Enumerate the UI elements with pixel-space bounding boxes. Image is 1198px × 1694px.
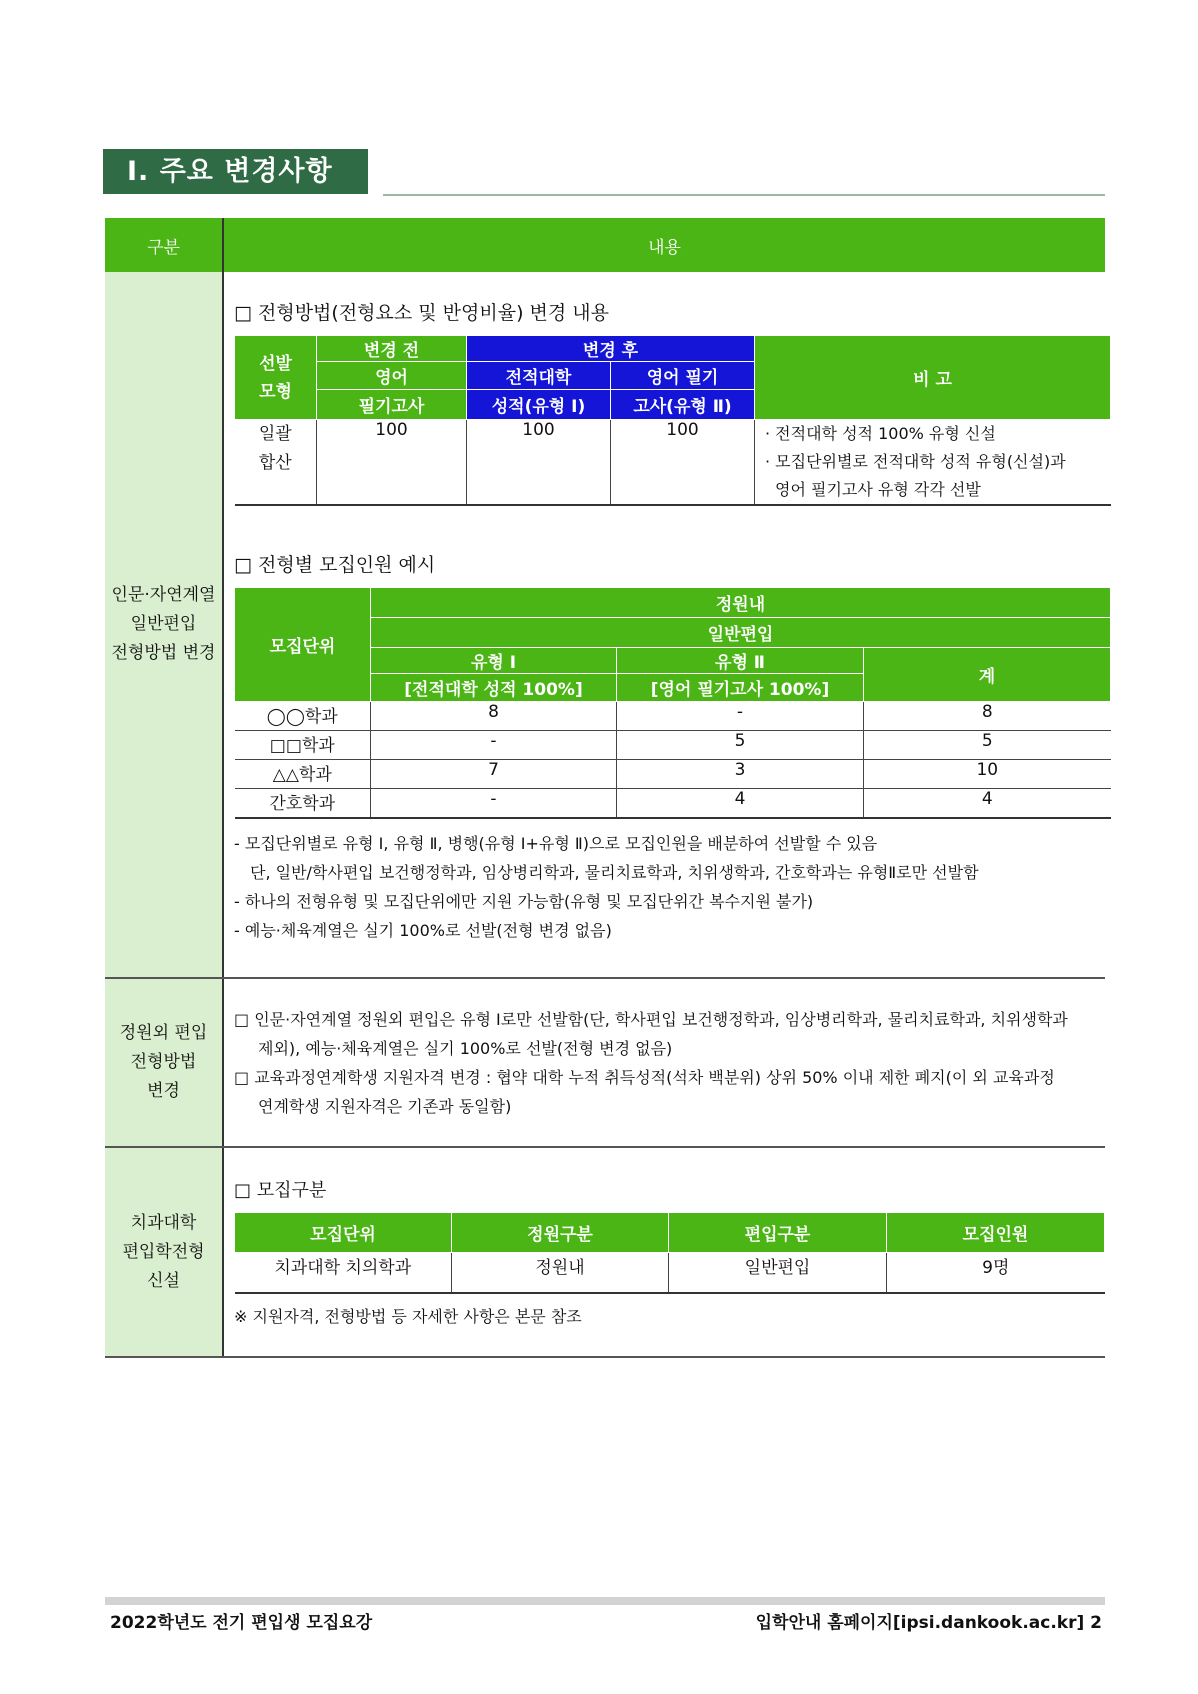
method-table (234, 335, 1111, 506)
before-sub-header: 영어 (317, 362, 467, 390)
category-line: 전형방법 (130, 1052, 197, 1072)
category-cell-3 (105, 1147, 223, 1357)
recruit-header-unit: 모집단위 (235, 1213, 452, 1253)
category-line: 전형방법 변경 (111, 643, 216, 663)
example-general-header: 일반편입 (371, 618, 1111, 648)
category-line: 정원외 편입 (119, 1023, 208, 1043)
unit-cell: △△학과 (235, 760, 371, 789)
example-type1-header-line2: [전적대학 성적 100%] (371, 674, 617, 702)
method-row-model: 일괄 합산 (235, 420, 317, 506)
method-remarks: · 전적대학 성적 100% 유형 신설 · 모집단위별로 전적대학 성적 유형(신설)과 영어 필기고사 유형 각각 선발 (755, 420, 1111, 506)
total-cell: 8 (864, 702, 1111, 731)
recruit-header-type: 편입구분 (669, 1213, 887, 1253)
category-cell-1 (105, 272, 223, 978)
after-sub2-header-line2: 고사(유형 Ⅱ) (611, 390, 755, 420)
content-cell-2 (223, 978, 1105, 1147)
recruit-table (234, 1212, 1105, 1294)
category-line: 편입학전형 (122, 1241, 205, 1262)
type2-cell: 4 (617, 789, 864, 818)
method-value-type2: 100 (611, 420, 755, 506)
example-title: □ 전형별 모집인원 예시 (234, 554, 436, 576)
after-sub1-header-line2: 성적(유형 Ⅰ) (467, 390, 611, 420)
unit-cell: □□학과 (235, 731, 371, 760)
list-item-continued: 연계학생 지원자격은 기존과 동일함) (258, 1096, 512, 1116)
note-line: 단, 일반/학사편입 보건행정학과, 임상병리학과, 물리치료학과, 치위생학과, 간호학과는 유형Ⅱ로만 선발함 (250, 862, 979, 882)
type2-cell: - (617, 702, 864, 731)
table-row (235, 1253, 1105, 1293)
example-type2-header-line2: [영어 필기고사 100%] (617, 674, 864, 702)
example-col-unit: 모집단위 (235, 588, 371, 702)
category-line: 변경 (147, 1081, 180, 1101)
type1-cell: - (371, 789, 617, 818)
method-value-before: 100 (317, 420, 467, 506)
example-table (234, 587, 1111, 819)
section-title: Ⅰ. 주요 변경사항 (103, 149, 368, 194)
table-row (235, 789, 1111, 818)
category-line: 치과대학 (130, 1212, 197, 1233)
after-sub2-header: 영어 필기 (611, 362, 755, 390)
list-item: □ 인문·자연계열 정원외 편입은 유형 Ⅰ로만 선발함(단, 학사편입 보건행정학과, 임상병리학과, 물리치료학과, 치위생학과 (234, 1009, 1068, 1029)
type1-cell: - (371, 731, 617, 760)
table-row (235, 731, 1111, 760)
category-line: 인문·자연계열 (111, 585, 216, 605)
unit-cell: 간호학과 (235, 789, 371, 818)
list-item-continued: 제외), 예능·체육계열은 실기 100%로 선발(전형 변경 없음) (258, 1038, 673, 1058)
category-cell-2 (105, 978, 223, 1147)
header-category: 구분 (105, 218, 223, 272)
example-total-header: 계 (864, 648, 1111, 702)
row2-items (234, 1005, 1105, 1121)
content-cell-3 (223, 1147, 1105, 1357)
type2-cell: 5 (617, 731, 864, 760)
recruit-unit: 치과대학 치의학과 (235, 1253, 452, 1293)
content-cell-1 (223, 272, 1105, 978)
recruit-title: □ 모집구분 (234, 1180, 327, 1201)
recruit-note: ※ 지원자격, 전형방법 등 자세한 사항은 본문 참조 (234, 1306, 582, 1326)
main-table (105, 218, 1105, 1358)
recruit-header-count: 모집인원 (887, 1213, 1105, 1253)
type1-cell: 8 (371, 702, 617, 731)
footer-page-info: 입학안내 홈페이지[ipsi.dankook.ac.kr] 2 (755, 1613, 1102, 1633)
after-sub1-header: 전적대학 (467, 362, 611, 390)
footer-title: 2022학년도 전기 편입생 모집요강 (110, 1613, 373, 1633)
note-line: - 하나의 전형유형 및 모집단위에만 지원 가능함(유형 및 모집단위간 복수지원 불가) (234, 891, 814, 911)
footer-bar (105, 1597, 1105, 1605)
note-line: - 예능·체육계열은 실기 100%로 선발(전형 변경 없음) (234, 920, 612, 940)
table-row (235, 702, 1111, 731)
before-header: 변경 전 (317, 336, 467, 362)
total-cell: 10 (864, 760, 1111, 789)
example-type1-header: 유형 Ⅰ (371, 648, 617, 674)
remark-header: 비 고 (755, 336, 1111, 420)
before-sub-header-line2: 필기고사 (317, 390, 467, 420)
method-col-model: 선발 모형 (235, 336, 317, 420)
unit-cell: ◯◯학과 (235, 702, 371, 731)
list-item: □ 교육과정연계학생 지원자격 변경 : 협약 대학 누적 취득성적(석차 백분위) 상위 50% 이내 제한 폐지(이 외 교육과정 (234, 1067, 1055, 1087)
recruit-quota: 정원내 (452, 1253, 669, 1293)
example-type2-header: 유형 Ⅱ (617, 648, 864, 674)
method-change-title: □ 전형방법(전형요소 및 반영비율) 변경 내용 (234, 302, 609, 324)
recruit-type: 일반편입 (669, 1253, 887, 1293)
notes-block (234, 829, 1105, 945)
total-cell: 5 (864, 731, 1111, 760)
table-row (235, 760, 1111, 789)
recruit-header-quota: 정원구분 (452, 1213, 669, 1253)
header-content: 내용 (223, 218, 1105, 272)
recruit-count: 9명 (887, 1253, 1105, 1293)
type2-cell: 3 (617, 760, 864, 789)
method-value-type1: 100 (467, 420, 611, 506)
section-underline (383, 194, 1105, 196)
after-header: 변경 후 (467, 336, 755, 362)
type1-cell: 7 (371, 760, 617, 789)
total-cell: 4 (864, 789, 1111, 818)
category-line: 일반편입 (130, 614, 197, 634)
example-quota-header: 정원내 (371, 588, 1111, 618)
category-line: 신설 (147, 1270, 180, 1291)
note-line: - 모집단위별로 유형 Ⅰ, 유형 Ⅱ, 병행(유형 Ⅰ+유형 Ⅱ)으로 모집인원을 배분하여 선발할 수 있음 (234, 833, 878, 853)
